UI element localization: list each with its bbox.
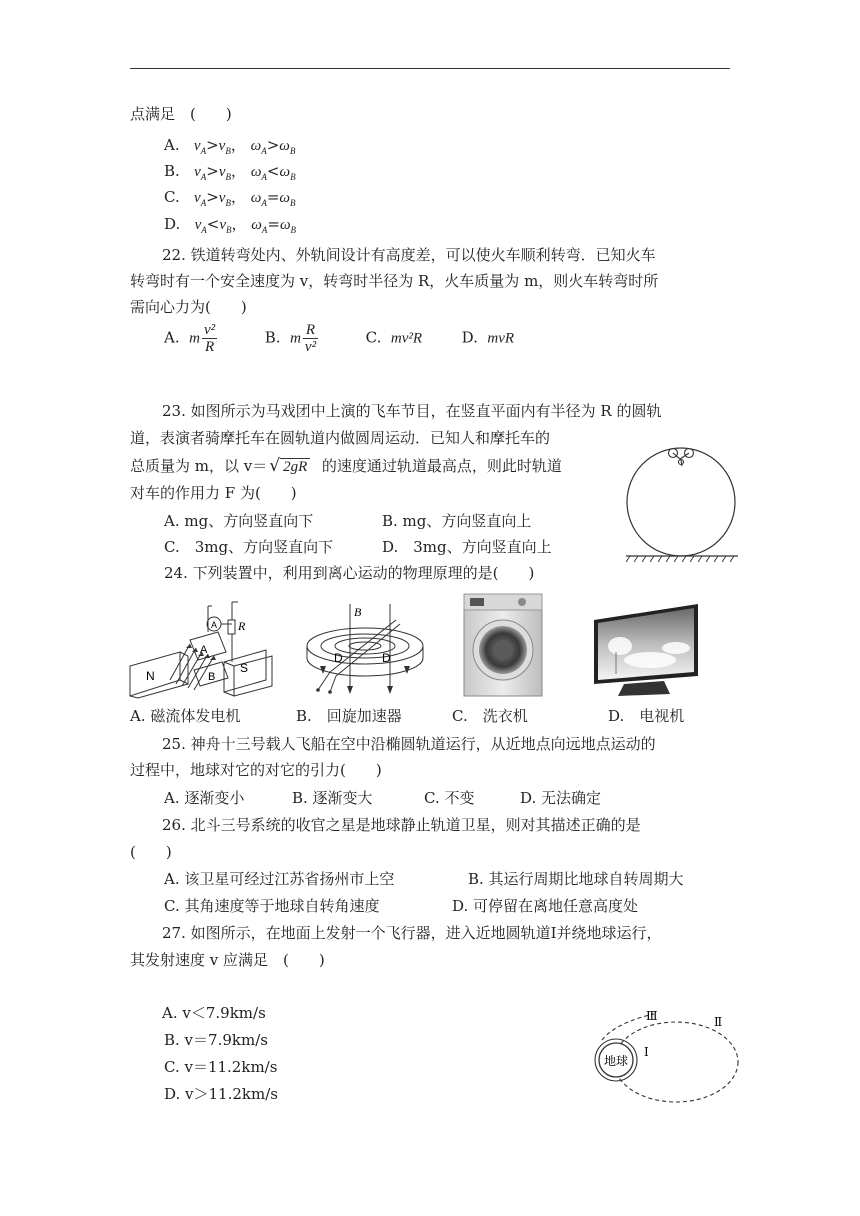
omega-b-sub: B [290,172,296,182]
q22-opt-c-label: C. [365,328,382,347]
velocity-a-sub: A [201,225,207,235]
q22-opt-b-m: m [290,330,301,347]
option-letter: A. [164,136,180,154]
loop-track-figure [622,440,744,566]
velocity-b: v [218,190,226,206]
q24-caption-a: A. 磁流体发电机 [130,707,241,725]
q21-option-c: C. $v_A>v_B$， $\omega_A=\omega_B$ [164,188,296,208]
q22-opt-c: mv²R [390,330,423,347]
omega-a-sub: A [261,198,267,208]
q24-caption-d: D. 电视机 [608,707,685,725]
velocity-b-sub: B [226,225,232,235]
q23-opt-c: C. 3mg、方向竖直向下 [164,538,334,556]
q26-line1: 26. 北斗三号系统的收官之星是地球静止轨道卫星，则对其描述正确的是 [162,816,641,834]
fig-a-label-s: S [240,661,249,675]
omega-b: ω [279,190,290,206]
relation-omega: = [267,215,280,233]
omega-b: ω [279,138,290,154]
q22-opt-b-den: v² [304,339,317,355]
q23-opt-b: B. mg、方向竖直向上 [382,512,532,530]
q22-opt-b-label: B. [264,328,281,347]
omega-b-sub: B [290,225,297,235]
velocity-a: v [194,217,202,233]
omega-b: ω [279,217,291,233]
relation-omega: > [266,136,280,154]
relation-omega: = [266,188,280,206]
relation-omega: < [266,162,280,180]
q22-opt-a-label: A. [164,328,180,347]
q23-line3-b: 的速度通过轨道最高点，则此时轨道 [321,457,562,475]
omega-a: ω [250,190,262,206]
q25-line1: 25. 神舟十三号载人飞船在空中沿椭圆轨道运行，从近地点向远地点运动的 [162,735,656,753]
omega-a: ω [251,217,262,233]
velocity-a-sub: A [200,198,207,208]
q23-line3 [130,456,562,477]
relation-v: > [206,188,219,206]
orbit-3-label: Ⅲ [646,1010,658,1023]
q22-opt-b-fraction [303,322,318,355]
q21-option-d: D. $v_A<v_B$， $\omega_A=\omega_B$ [164,215,297,235]
q22-line3: 需向心力为( ) [130,298,247,316]
fig-a-label-n: N [146,669,155,683]
q23-opt-a: A. mg、方向竖直向下 [164,512,314,530]
q24-line1: 24. 下列装置中，利用到离心运动的物理原理的是( ) [164,564,535,582]
washing-machine-figure [462,592,544,698]
tv-stand [618,681,670,696]
q22-opt-a-den: R [204,339,215,355]
q23-opt-d: D. 3mg、方向竖直向上 [382,538,552,556]
q23-sqrt-radicand: 2gR [280,458,310,475]
fig-a-label-b: B [208,671,216,683]
q27-opt-b: B. v＝7.9km/s [164,1031,268,1049]
velocity-b: v [218,164,226,180]
velocity-b-sub: B [225,172,232,182]
mhd-generator-figure [128,600,278,700]
q22-line2: 转弯时有一个安全速度为 v，转弯时半径为 R，火车质量为 m，则火车转弯时所 [130,272,659,290]
q22-options [164,322,514,355]
q21-option-a: A. $v_A>v_B$， $\omega_A>\omega_B$ [164,136,296,156]
q27-opt-a: A. v＜7.9km/s [162,1004,266,1022]
q27-line1: 27. 如图所示，在地面上发射一个飞行器，进入近地圆轨道Ⅰ并绕地球运行， [162,924,662,942]
detergent-drawer [470,598,484,606]
header-rule [130,68,730,69]
television-figure [590,602,702,698]
q22-opt-a-m: m [189,330,200,347]
velocity-a-sub: A [200,172,207,182]
option-letter: B. [164,162,180,180]
omega-a: ω [250,138,262,154]
q23-line2: 道，表演者骑摩托车在圆轨道内做圆周运动．已知人和摩托车的 [130,429,551,447]
q21-stem-tail: 点满足 ( ) [130,105,232,123]
velocity-a: v [194,190,201,206]
q22-line1: 22. 铁道转弯处内、外轨间设计有高度差，可以使火车顺利转弯．已知火车 [162,246,656,264]
q25-opt-a: A. 逐渐变小 [164,789,245,807]
omega-b-sub: B [290,198,296,208]
q25-opt-d: D. 无法确定 [520,789,602,807]
q27-opt-d: D. v＞11.2km/s [164,1085,278,1103]
velocity-a: v [193,138,201,154]
q23-line4: 对车的作用力 F 为( ) [130,484,297,502]
omega-b: ω [279,164,291,180]
q26-opt-a: A. 该卫星可经过江苏省扬州市上空 [164,870,395,888]
q22-opt-a-num: v² [204,322,216,338]
q25-opt-b: B. 逐渐变大 [292,789,373,807]
velocity-b: v [218,138,226,154]
velocity-a: v [194,164,201,180]
fig-a-label-r: R [238,619,246,633]
relation-v: < [206,215,220,233]
relation-v: > [206,162,219,180]
fig-b-label-b: B [354,605,362,619]
earth-label: 地球 [603,1054,629,1068]
orbit-1-label: Ⅰ [644,1045,649,1059]
q26-opt-d: D. 可停留在离地任意高度处 [452,897,639,915]
q26-line2: ( ) [130,843,172,861]
option-letter: D. [164,215,181,233]
q26-opt-b: B. 其运行周期比地球自转周期大 [468,870,684,888]
q24-caption-c: C. 洗衣机 [452,707,528,725]
velocity-a-sub: A [200,146,207,156]
omega-a: ω [250,164,262,180]
q22-opt-d-label: D. [461,328,478,347]
fig-b-label-d1: D [334,651,343,665]
q22-opt-d: mvR [487,330,515,347]
orbit-2-label: Ⅱ [714,1015,723,1029]
q27-opt-c: C. v＝11.2km/s [164,1058,278,1076]
q25-line2: 过程中，地球对它的对它的引力( ) [130,761,382,779]
ground-hatch [626,556,734,562]
fig-a-ammeter-label: A [211,620,218,630]
option-letter: C. [164,188,180,206]
q23-sqrt: √ 2gR [269,456,310,477]
omega-b-sub: B [289,146,296,156]
q23-line1: 23. 如图所示为马戏团中上演的飞车节目，在竖直平面内有半径为 R 的圆轨 [162,402,662,420]
control-knob [518,598,526,606]
q25-opt-c: C. 不变 [424,789,475,807]
fig-b-label-d2: D [382,651,391,665]
motorcycle-icon [669,449,694,467]
omega-a-sub: A [261,172,267,182]
cyclotron-figure [300,600,430,700]
fig-a-label-a: A [200,644,208,656]
velocity-b: v [219,217,226,233]
q23-line3-a: 总质量为 m，以 v＝ [130,457,268,475]
q21-option-b: B. $v_A>v_B$， $\omega_A<\omega_B$ [164,162,296,182]
velocity-b-sub: B [225,198,231,208]
q24-caption-b: B. 回旋加速器 [296,707,402,725]
q22-opt-b-num: R [303,322,318,339]
q27-line2: 其发射速度 v 应满足 ( ) [130,951,325,969]
velocity-b-sub: B [225,146,231,156]
omega-a-sub: A [261,225,268,235]
relation-v: > [206,136,219,154]
omega-a-sub: A [261,146,267,156]
q22-opt-a-fraction [202,322,217,355]
orbit-figure [584,1010,744,1110]
q26-opt-c: C. 其角速度等于地球自转角速度 [164,897,380,915]
